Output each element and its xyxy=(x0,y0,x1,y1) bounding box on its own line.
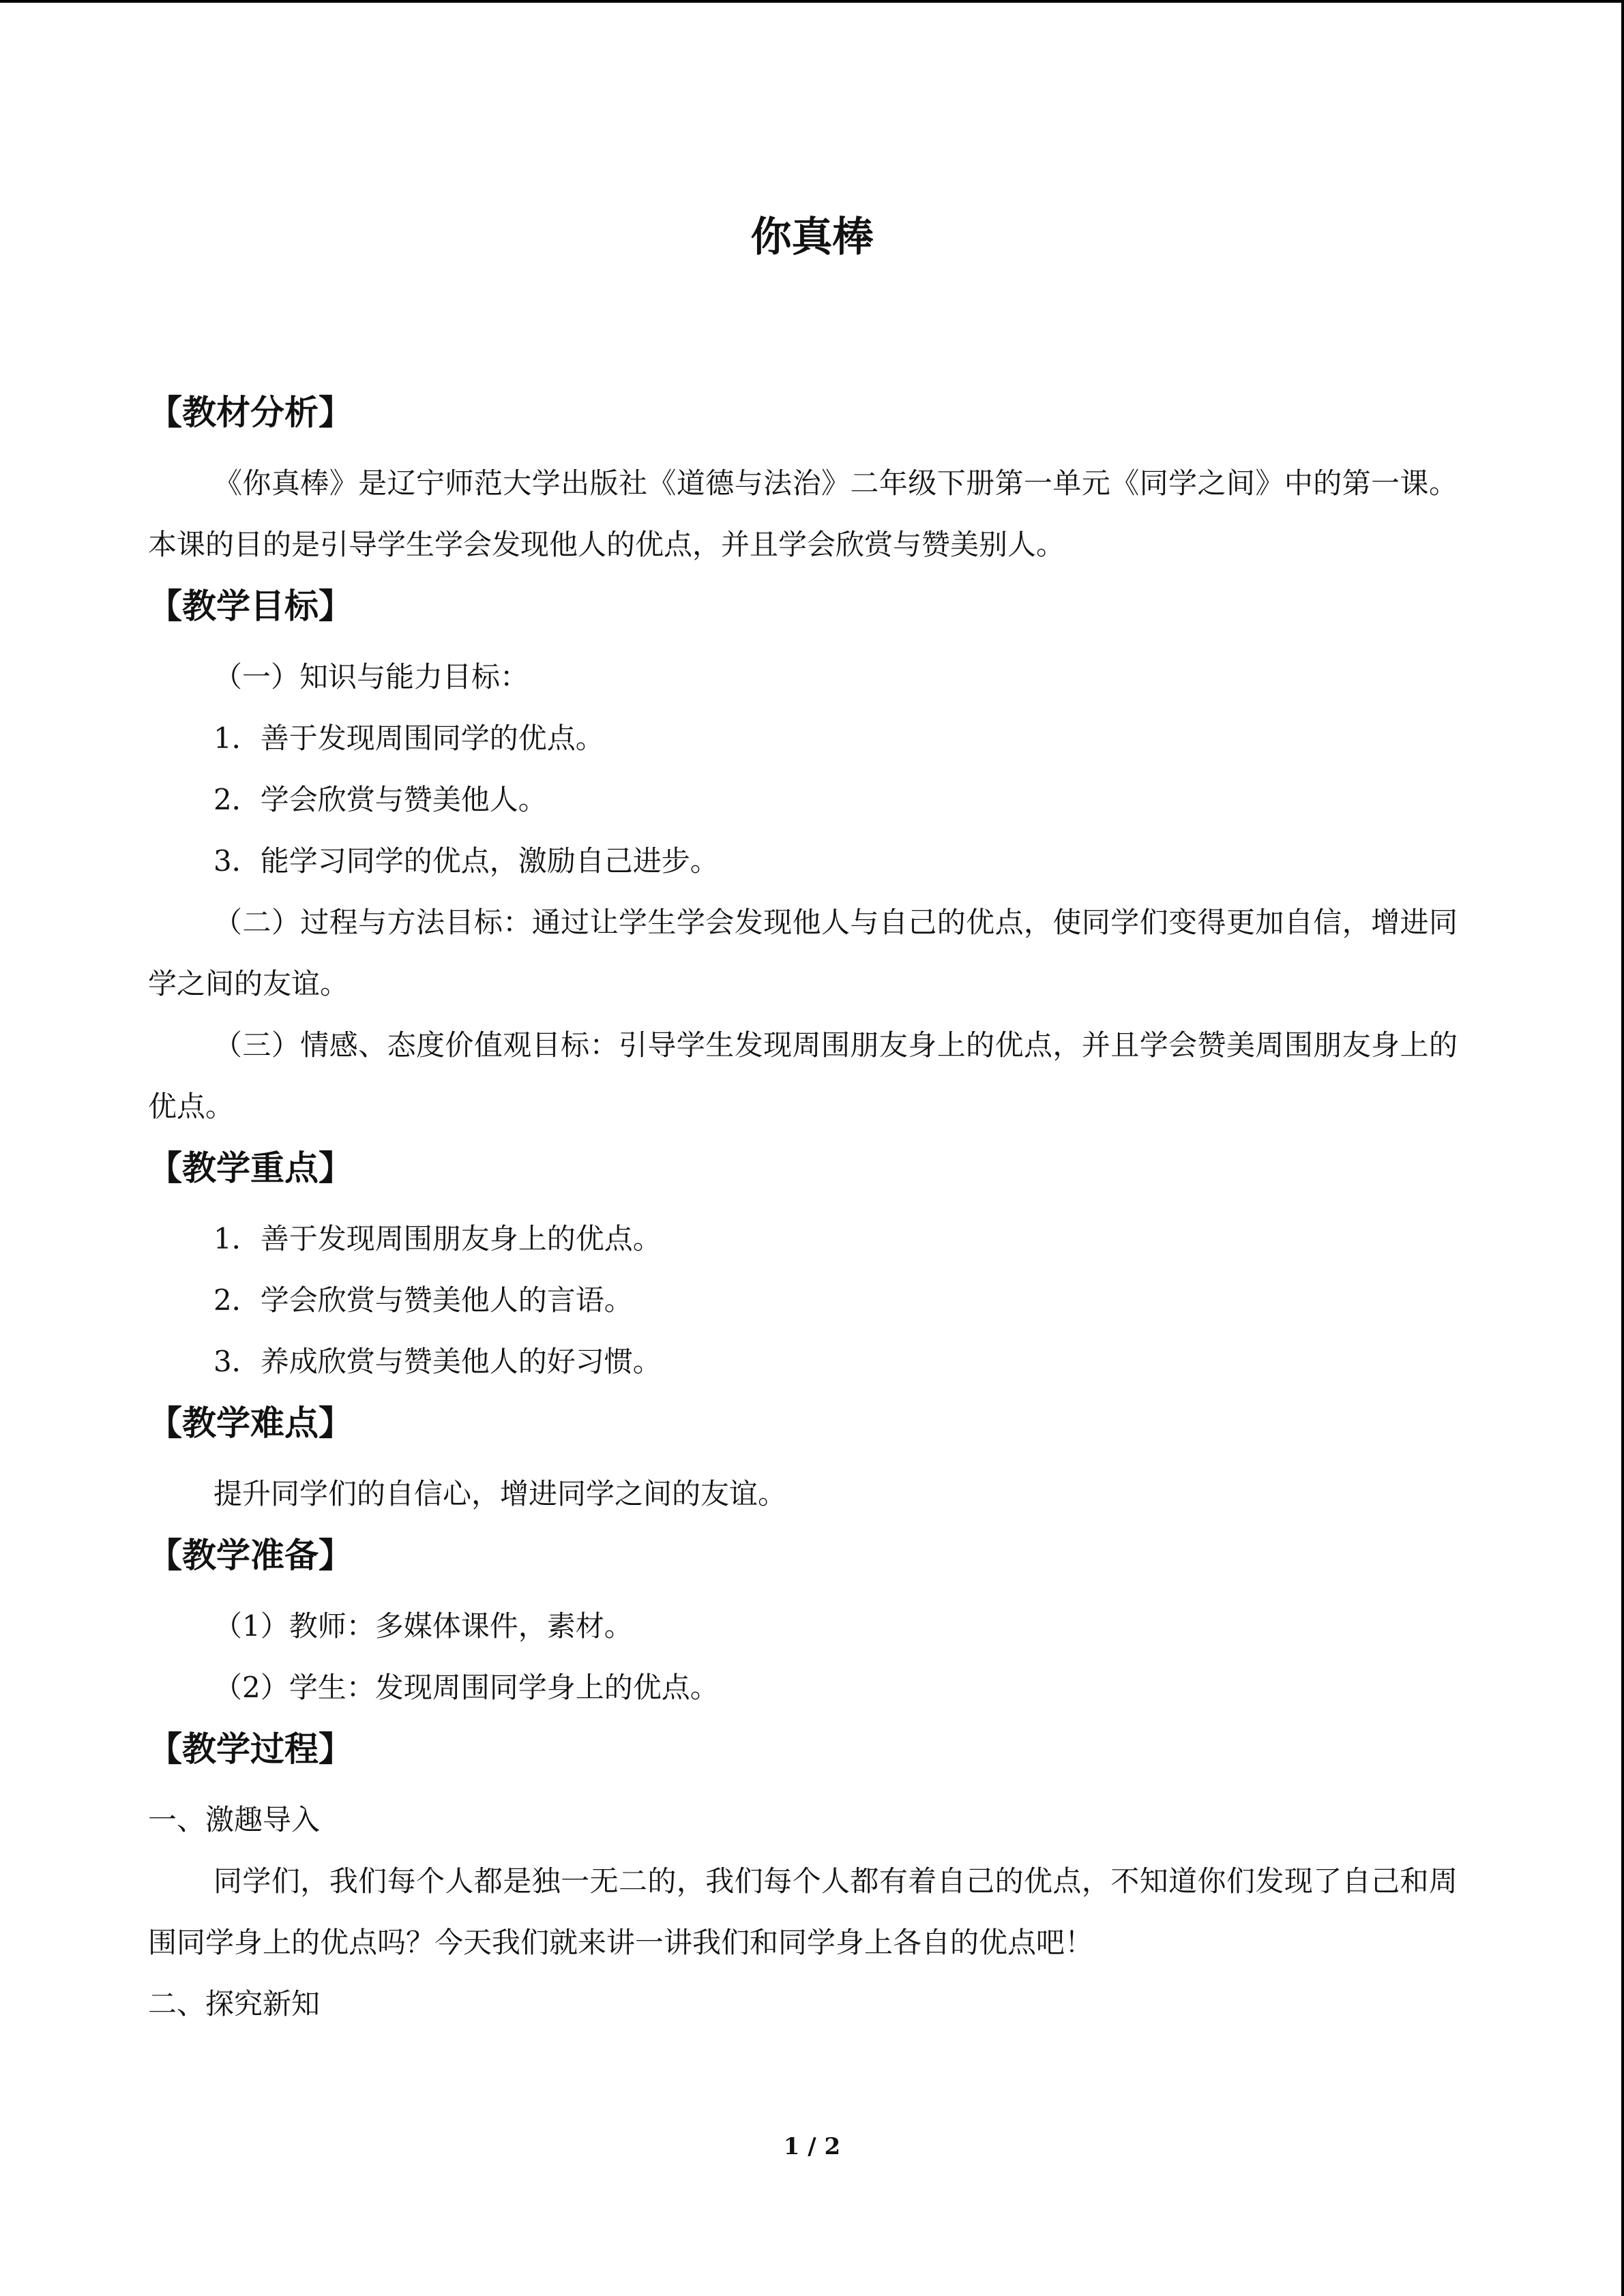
preparation-item: （1）教师：多媒体课件，素材。 xyxy=(213,1609,633,1643)
difficulties-paragraph: 提升同学们的自信心，增进同学之间的友谊。 xyxy=(213,1477,787,1510)
section-heading-preparation: 【教学准备】 xyxy=(148,1536,353,1575)
process-step-heading: 二、探究新知 xyxy=(148,1987,321,2021)
section-heading-process: 【教学过程】 xyxy=(148,1729,353,1769)
keypoints-item: 1．善于发现周围朋友身上的优点。 xyxy=(213,1222,662,1255)
goals-subhead-emotion: （三）情感、态度价值观目标：引导学生发现周围朋友身上的优点，并且学会赞美周围朋友身上的优点。 xyxy=(148,1028,1458,1123)
goals-item: 2．学会欣赏与赞美他人。 xyxy=(213,783,547,816)
section-heading-goals: 【教学目标】 xyxy=(148,586,353,626)
goals-subhead-knowledge: （一）知识与能力目标： xyxy=(213,660,529,694)
section-heading-analysis: 【教材分析】 xyxy=(148,393,353,432)
keypoints-item: 3．养成欣赏与赞美他人的好习惯。 xyxy=(213,1345,662,1378)
page-number: 1 / 2 xyxy=(783,2133,841,2160)
section-heading-keypoints: 【教学重点】 xyxy=(148,1148,353,1188)
process-step-heading: 一、激趣导入 xyxy=(148,1803,321,1836)
preparation-item: （2）学生：发现周围同学身上的优点。 xyxy=(213,1671,719,1704)
goals-item: 1．善于发现周围同学的优点。 xyxy=(213,721,604,755)
top-border-line xyxy=(0,0,1624,3)
document-body xyxy=(148,382,1458,2035)
keypoints-item: 2．学会欣赏与赞美他人的言语。 xyxy=(213,1283,633,1317)
process-step-paragraph: 同学们，我们每个人都是独一无二的，我们每个人都有着自己的优点，不知道你们发现了自己和周围同学身上的优点吗？今天我们就来讲一讲我们和同学身上各自的优点吧！ xyxy=(148,1864,1458,1959)
analysis-paragraph: 《你真棒》是辽宁师范大学出版社《道德与法治》二年级下册第一单元《同学之间》中的第一课。本课的目的是引导学生学会发现他人的优点，并且学会欣赏与赞美别人。 xyxy=(148,466,1458,561)
section-heading-difficulties: 【教学难点】 xyxy=(148,1403,353,1443)
page-title: 你真棒 xyxy=(750,213,874,261)
goals-item: 3．能学习同学的优点，激励自己进步。 xyxy=(213,844,719,878)
goals-subhead-process: （二）过程与方法目标：通过让学生学会发现他人与自己的优点，使同学们变得更加自信，增进同学之间的友谊。 xyxy=(148,906,1458,1000)
right-border-line xyxy=(1621,0,1624,2296)
